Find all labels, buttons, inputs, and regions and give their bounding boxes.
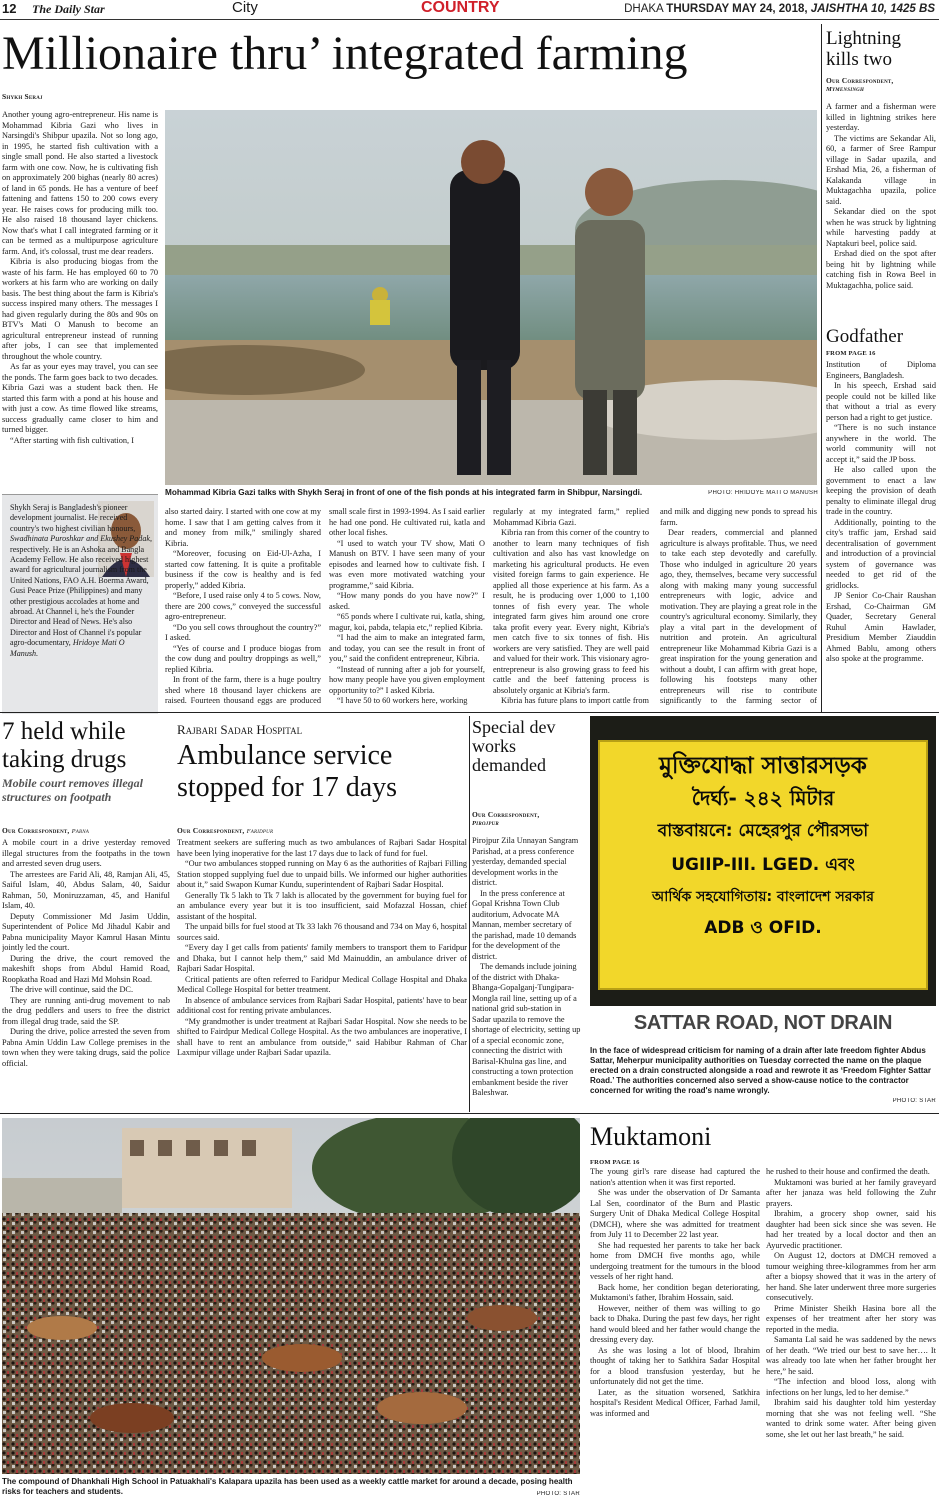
page-number: 12 [2,1,17,16]
section-city: City [232,0,258,16]
cattle-photo-art [2,1118,580,1474]
page-header [0,0,939,20]
author-bio-text: Shykh Seraj is Bangladesh's pioneer development journalist. He received country's two highest civilian honours, Swadhinata Puroshkar and Ekushey Padak, respectively. He is an Ashoka and Bangla Academy Fellow. He also received highest award for agricultural journalism from the United Nations, FAO A.H. Boerma Award, Gusi Peace Prize (Philippines) and many other prestigious accolades at home and abroad. At Channel i, he's the Founder Director and Head of News. He's also Director and Host of Channel i's popular agro-documentary, Hridoye Mati O Manush. [10,503,152,658]
lead-column-5: and milk and digging new ponds to spread his farm. Dear readers, commercial and planned agriculture is always profitable. Thus, we need to take each step devotedly and carefully. Those who indulged in agriculture 20 years ago, they, themselves, became very successful along with making many young successful entrepreneurs with logic, advice and motivation. They are playing a great role in the country's agricultural economy. Similarly, they play a vital part in the development of nutrition and protein. An agricultural entrepreneur like Mohammad Kibria Gazi is a great inspiration for the young generation and without a doubt, I can affirm with great hope, following his footsteps many other entrepreneurs will rise to contribute significantly to the farming sector of [660,507,817,705]
sattar-caption: In the face of widespread criticism for naming of a drain after late freedom fighter Abdus Sattar, Meherpur municipality authorities on Tuesday corrected the name on the plaque erected on a drain constructed alongside a road and rewrote it as ‘Freedom Fighter Sattar Road.’ The authorities concerned also served a show-cause notice to the contractor concerned for writing the road's name wrongly. [590,1046,931,1095]
lead-photo-credit: PHOTO: HRIDOYE MATI O MANUSH [708,490,818,496]
lead-photo-caption: Mohammad Kibria Gazi talks with Shykh Seraj in front of one of the fish ponds at his integrated farm in Shibpur, Narsingdi. [165,488,643,497]
godfather-from: FROM PAGE 16 [826,350,876,357]
lightning-byline: Our Correspondent, Mymensingh [826,76,894,93]
drugs-body: A mobile court in a drive yesterday removed illegal structures from the footpaths in the town and arrested seven drug users. The arrestees are Farid Ali, 48, Ramjan Ali, 45, Saiful Islam, 40, Abdus Salam, 40, Saidur Rahman, 50, Moniruzzaman, 45, and Haniful Islam, 40. Deputy Commissioner Md Jasim Uddin, Superintendent of Police Md Jihadul Kabir and Pabna municipality Mayor Kamrul Hasan Mintu jointly led the court. During the drive, the court removed the makeshift shops from Abdul Hamid Road, Roopkatha Road and Hazi Md Mohsin Road. The drive will continue, said the DC. They are running anti-drug movement to nab the drug peddlers and users to free the district from illegal drug trade, said the SP. During the drive, police arrested the seven from Pabna Amin Uddin Law College premises in the town when they were taking drugs, said the police official. [2,838,170,1068]
dateline-day: THURSDAY MAY 24, 2018, [666,3,808,15]
ambulance-headline: Ambulance service stopped for 17 days [177,740,398,803]
sattar-road-sign: মুক্তিযোদ্ধা সাত্তারসড়ক দৈর্ঘ্য- ২৪২ মিটার বাস্তবায়নে: মেহেরপুর পৌরসভা UGIIP-III. LGED. এবং আর্থিক সহযোগিতায়: বাংলাদেশ সরকার ADB ও OFID. [598,740,928,990]
cattle-market-photo [2,1118,580,1474]
ambulance-byline: Our Correspondent, Faridpur [177,826,274,835]
drugs-byline: Our Correspondent, Pabna [2,826,90,835]
lead-column-3: small scale first in 1993-1994. As I said earlier he had one pond. He cultivated rui, katla and other local fishes. “I used to watch your TV show, Mati O Manush on BTV. I have seen many of your episodes and learned how to cultivate fish. I was even more motivated watching your programme,” said Kibria. “How many ponds do you have now?” I asked. “65 ponds where I cultivate rui, katla, shing, magur, koi, pabda, telapia etc,” replied Kibria. “I had the aim to make an integrated farm, and today, you can see the result in front of you,” said the confident entrepreneur, Kibria. “Instead of running after a job for yourself, how many people have you given employment opportunity to?” I asked Kibria. “I have 50 to 60 workers here, working [329,507,485,705]
lead-photo [165,110,817,485]
specialdev-body: Pirojpur Zila Unnayan Sangram Parishad, at a press conference yesterday, demanded special development works in the district. In the press conference at Gopal Krishna Town Club auditorium, Advocate MA Mannan, member secretary of the parishad, made 10 demands for the development of the district. The demands include joining of the district with Dhaka-Bhanga-Gopalganj-Tungipara-Mongla rail line, setting up of a national grid sub-station in Sadar upazila to remove the shortage of electricity, setting up of a special economic zone, connecting the district with Barisal-Khulna gas line, and constructing a town protection embankment beside the river Baleshwar. [472,836,581,1097]
lead-headline: Millionaire thru’ integrated farming [2,27,688,80]
sattar-credit: PHOTO: STAR [892,1098,936,1104]
sattar-road-photo [590,716,936,1006]
lead-byline: Shykh Seraj [2,92,43,101]
lead-column-4: regularly at my integrated farm,” replied Mohammad Kibria Gazi. Kibria ran from this corner of the country to another to learn many techniques of fish cultivation and also has vast knowledge on marketing his agricultural products. He even visited foreign farms to gain experience. He applied all those experience at his farm. As a result, he is producing over 1,000 to 1,100 tonnes of fish every year. The whole integrated farm gives him around one crore taka profit every year. Every night, Kibria's men catch five to six tonnes of fish. His workers are very satisfied. They are well paid and valued for their work. This visionary agro-entrepreneur is also growing grass to feed his cattle and the beef fattening process is absolutely organic at Kibria's farm. Kibria has future plans to import cattle from [493,507,649,705]
dateline-city: DHAKA [624,3,664,15]
lightning-headline: Lightning kills two [826,28,901,70]
cattle-credit: PHOTO: STAR [536,1491,580,1497]
dateline-bengali: JAISHTHA 10, 1425 BS [810,3,935,15]
specialdev-byline: Our Correspondent, Pirojpur [472,810,540,827]
section-divider-1 [0,712,939,713]
muktamoni-headline: Muktamoni [590,1122,712,1151]
sattar-headline: SATTAR ROAD, NOT DRAIN [633,1012,893,1034]
specialdev-headline: Special dev works demanded [472,718,556,775]
godfather-headline: Godfather [826,326,904,347]
ambulance-body: Treatment seekers are suffering much as two ambulances of Rajbari Sadar Hospital have been lying inoperative for the last 17 days due to lack of fund for fuel. “Our two ambulances stopped running on May 6 as the authorities of Rajbari Filling Station stopped supplying fuel due to unpaid bills. We informed our higher authorities about it,” said Swapon Kumar Kundu, superintendent of Rajbari Sadar Hospital. Generally Tk 5 lakh to Tk 7 lakh is allocated by the government for buying fuel for an ambulance every year but it is too insufficient, said Mofazzal Hossan, chief assistant of the hospital. The unpaid bills for fuel stood at Tk 33 lakh 76 thousand and 734 on May 6, hospital sources said. “Every day I get calls from patients' family members to transport them to Faridpur and Dhaka, but I cannot help them,” said Md Mainuddin, an ambulance driver of Rajbari Sadar Hospital. Critical patients are often referred to Faridpur Medical Collage Hospital and Dhaka Medical College Hospital for better treatment. In absence of ambulance services from Rajbari Sadar Hospital, patients' have to bear additional cost for renting private ambulances. “My grandmother is under treatment at Rajbari Sadar Hospital. Now she needs to be shifted to Fairdpur Medical College Hospital. As the two ambulances are inoperative, I shall have to rent an ambulance from outside,” said Habibur Rahman of Char Laxmipur village under Rajbari Sadar upazila. [177,838,467,1057]
lightning-body: A farmer and a fisherman were killed in lightning strikes here yesterday. The victims are Sekandar Ali, 60, a farmer of Sree Rampur village in Sadar upazila, and Ershad Mia, 26, a fisherman of Kalakanda village in Muktagachha upazila, police said. Sekandar died on the spot when he was struck by lightning while harvesting paddy at Naptakuri beel, police said. Ershad died on the spot after being hit by lightning while catching fish in Rowa Beel in Muktagachha, police said. [826,102,936,290]
lead-column-2: also started dairy. I started with one cow at my home. I saw that I am getting calves from it and money from milk,” smilingly shared Kibria. “Moreover, focusing on Eid-Ul-Azha, I started cow fattening. It is quite a profitable business if the cow is healthy and is fed properly,” added Kibria. “Before, I used raise only 4 to 5 cows. Now, there are 200 cows,” conveyed the successful agro-entrepreneur. “Do you sell cows throughout the country?” I asked. “Yes of course and I produce biogas from the cow dung and poultry droppings as well,” replied Kibria. In front of the farm, there is a huge poultry shed where 18 thousand layer chickens are raised. Fourteen thousand eggs are produced [165,507,321,705]
godfather-body: Institution of Diploma Engineers, Bangladesh. In his speech, Ershad said people could not be killed like that without a trial as every person had a right to get justice. “There is no such instance anywhere in the world. The world community will not accept it,” said the JP boss. He also called upon the government to enact a law keeping the provision of death penalty to eliminate illegal drug trade in the country. Additionally, pointing to the city's traffic jam, Ershad said decentralisation of government and introduction of a provincial system of governance was needed to get rid of the gridlocks. JP Senior Co-Chair Raushan Ershad, Co-Chairman GM Quader, Secretary General Ruhul Amin Hawlader, Presidium Member Ziauddin Ahmed Bablu, among others also spoke at the programme. [826,360,936,663]
specialdev-divider [469,716,470,1112]
author-bio-box [2,494,158,714]
masthead-logo: The Daily Star [32,2,105,16]
farm-talk-photo [165,110,817,485]
section-divider-2 [0,1113,939,1114]
section-country: COUNTRY [421,0,500,16]
muktamoni-from: FROM PAGE 16 [590,1159,640,1166]
muktamoni-column-1: The young girl's rare disease had captured the nation's attention when it was first reported. She was under the observation of Dr Samanta Lal Sen, coordinator of the Burn and Plastic Surgery Unit of Dhaka Medical College Hospital (DMCH), where she was admitted for treatment from July 11 to December 22 last year. She had requested her parents to take her back home from DMCH five months ago, while undergoing treatment for the tumours in the blood vessels of her right hand. Back home, her condition began deteriorating, Muktamoni's father, Ibrahim Hossain, said. However, neither of them was willing to go back to Dhaka. During the past few days, her right hand would bleed and her father would change the dressing every day. As she was losing a lot of blood, Ibrahim thought of taking her to Satkhira Sadar Hospital for a blood transfusion yesterday, but he unfortunately did not get the time. Later, as the situation worsened, Satkhira hospital's Resident Medical Officer, Farhad Jamil, was informed and [590,1167,760,1418]
ambulance-kicker: Rajbari Sadar Hospital [177,722,303,737]
right-rail-divider [821,24,822,712]
drugs-deck: Mobile court removes illegal structures on footpath [2,776,143,804]
muktamoni-column-2: he rushed to their house and confirmed the death. Muktamoni was buried at her family graveyard after her janaza was held following the Zuhr prayers. Ibrahim, a grocery shop owner, said his daughter had been sick since she was seven. He had her treated by a local doctor and then an Ayurvedic practitioner. On August 12, doctors at DMCH removed a tumour weighing three-kilogrammes from her arm after a biopsy showed that it was in the artery of her hand. She later underwent three more surgeries consecutively. Prime Minister Sheikh Hasina bore all the expenses of her treatment after her story was reported in the media. Samanta Lal said he was saddened by the news of her death. “We tried our best to save her…. It was already too late when her father brought her here,” he said. “The infection and blood loss, along with infections on her lungs, led to her demise.” Ibrahim said his daughter told him yesterday morning that she was not feeling well. “She wanted to drink some water. After being given some, she let out her last breath,” he said. [766,1167,936,1439]
lead-column-1: Another young agro-entrepreneur. His name is Mohammad Kibria Gazi who lives in Narsingdi's Shibpur upazila. Not so long ago, in 1995, he started fish cultivation with a single small pond. He also started a livestock farm with one cow. Now, he is cultivating fish on approximately 200 bighas (nearly 80 acres) of land in 65 ponds. He has a venture of beef fattening and fattens 150 to 200 cows every year. He raises cows for producing milk too. He also raised 18 thousand layer chickens. Now that's what I call integrated farming or it can be termed as a multipurpose agriculture farm. And, it's colossal, trust me dear readers. Kibria is also producing biogas from the waste of his farm. He has employed 60 to 70 workers at his farm who are working on daily basis. The best thing about the farm is Kibria's success inspired many others. The messages I had given regularly during the 80s and 90s on BTV's Mati O Manush to become an agricultural entrepreneur instead of running after jobs, I can see that implemented throughout the whole country. As far as your eyes may travel, you can see the ponds. The farm goes back to two decades. Kibria Gazi was a student back then. He started this farm with a pond at his house and with just a cow. As time flowed like streams, success gradually came closer to him and turned bigger. “After starting with fish cultivation, I [2,110,158,445]
drugs-headline: 7 held while taking drugs [2,718,127,773]
dateline [624,3,935,15]
cattle-caption: The compound of Dhankhali High School in Patuakhali's Kalapara upazila has been used as a weekly cattle market for around a decade, posing health risks for teachers and students. [2,1477,573,1496]
